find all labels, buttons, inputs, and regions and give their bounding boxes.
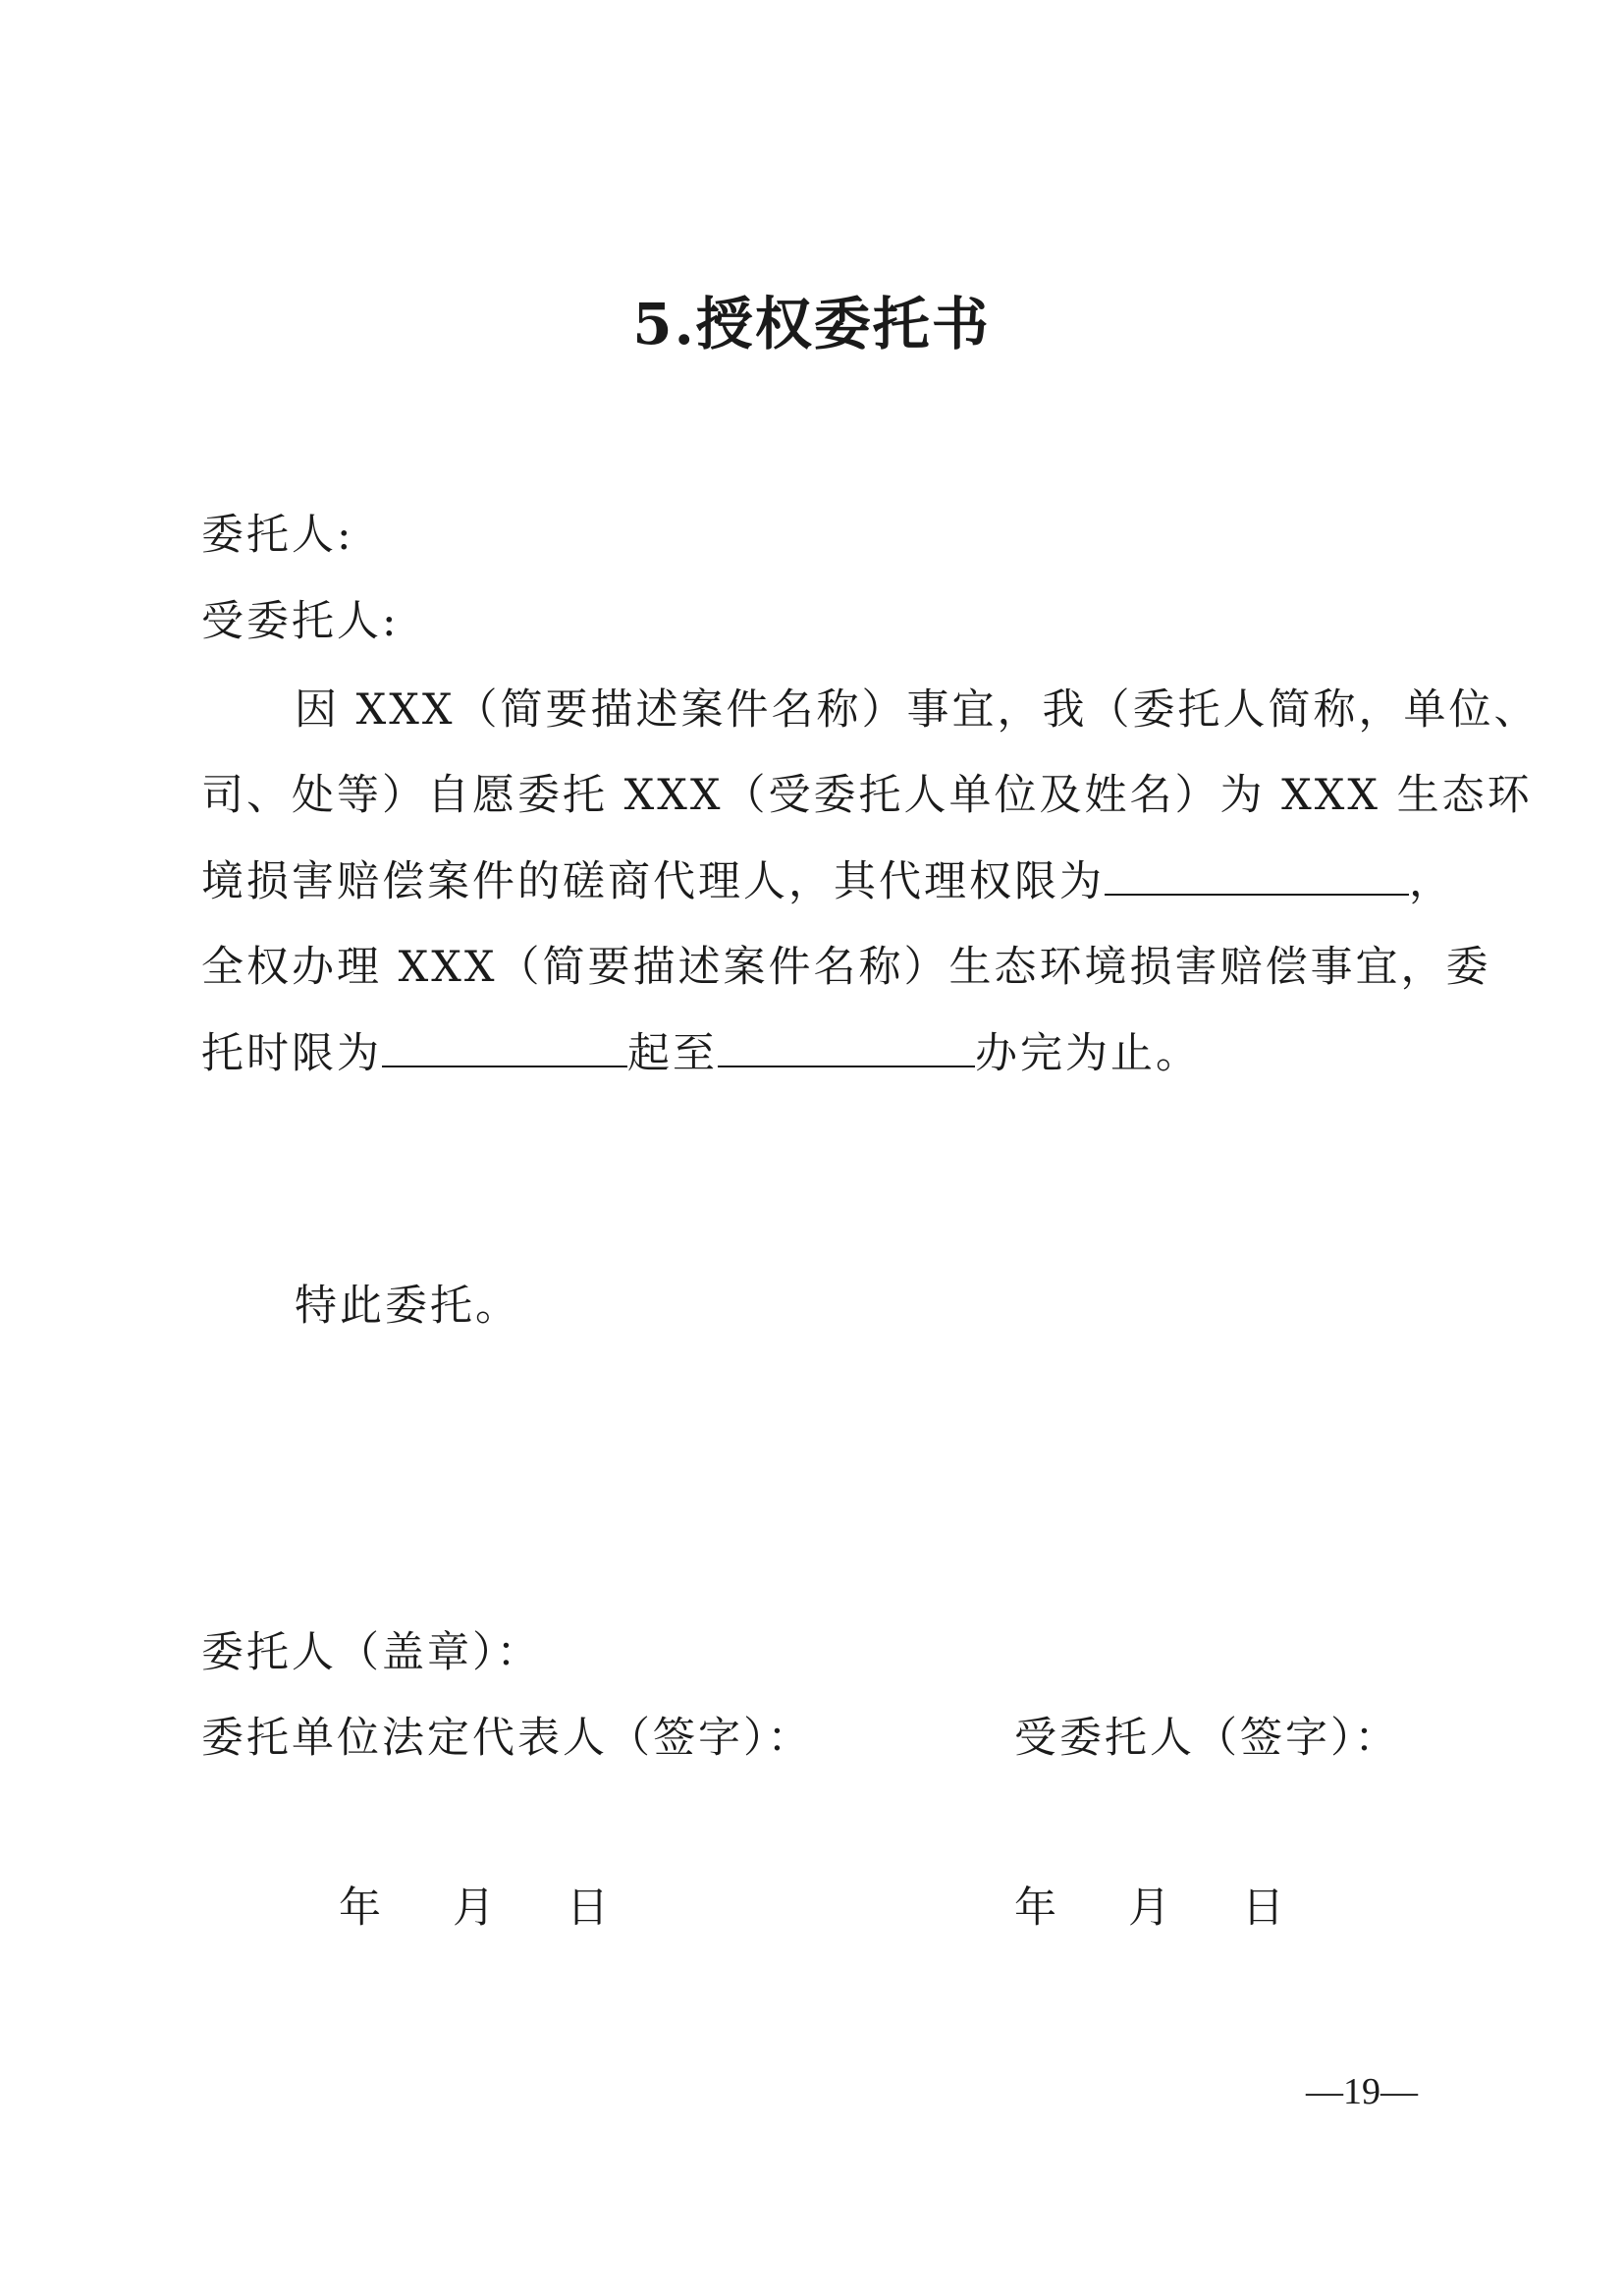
agent-label: 受委托人:	[201, 597, 400, 646]
principal-seal-label: 委托人（盖章）：	[201, 1628, 542, 1677]
closing-text: 特此委托。	[295, 1282, 520, 1331]
date-year: 年	[339, 1884, 381, 1933]
principal-date	[339, 1879, 609, 1938]
date-year: 年	[1014, 1884, 1056, 1933]
body-line-3	[201, 852, 1454, 911]
body-line-2: 司、处等）自愿委托 XXX（受委托人单位及姓名）为 XXX 生态环	[201, 771, 1533, 820]
date-day: 日	[567, 1884, 609, 1933]
body-line-4: 全权办理 XXX（简要描述案件名称）生态环境损害赔偿事宜，委	[201, 943, 1491, 992]
body-line-3-comma: ，	[1409, 857, 1454, 906]
authority-blank	[1105, 858, 1409, 896]
date-month: 月	[453, 1884, 495, 1933]
body-line-3-text: 境损害赔偿案件的磋商代理人，其代理权限为	[201, 857, 1105, 906]
principal-label: 委托人:	[201, 511, 354, 560]
body-line-5-end: 办完为止。	[975, 1029, 1201, 1078]
start-date-blank	[382, 1030, 627, 1067]
agent-sign-label: 受委托人（签字）：	[1014, 1714, 1400, 1763]
body-line-1: 因 XXX（简要描述案件名称）事宜，我（委托人简称，单位、	[295, 685, 1540, 735]
date-month: 月	[1128, 1884, 1170, 1933]
agent-date	[1014, 1879, 1284, 1938]
end-date-blank	[718, 1030, 975, 1067]
legal-rep-sign-label: 委托单位法定代表人（签字）：	[201, 1714, 813, 1763]
document-title: 5.授权委托书	[632, 291, 991, 357]
body-line-5-start: 托时限为	[201, 1029, 382, 1078]
body-line-5	[201, 1024, 1201, 1083]
date-day: 日	[1242, 1884, 1284, 1933]
body-line-5-mid: 起至	[627, 1029, 718, 1078]
page-number: —19—	[1306, 2071, 1418, 2112]
